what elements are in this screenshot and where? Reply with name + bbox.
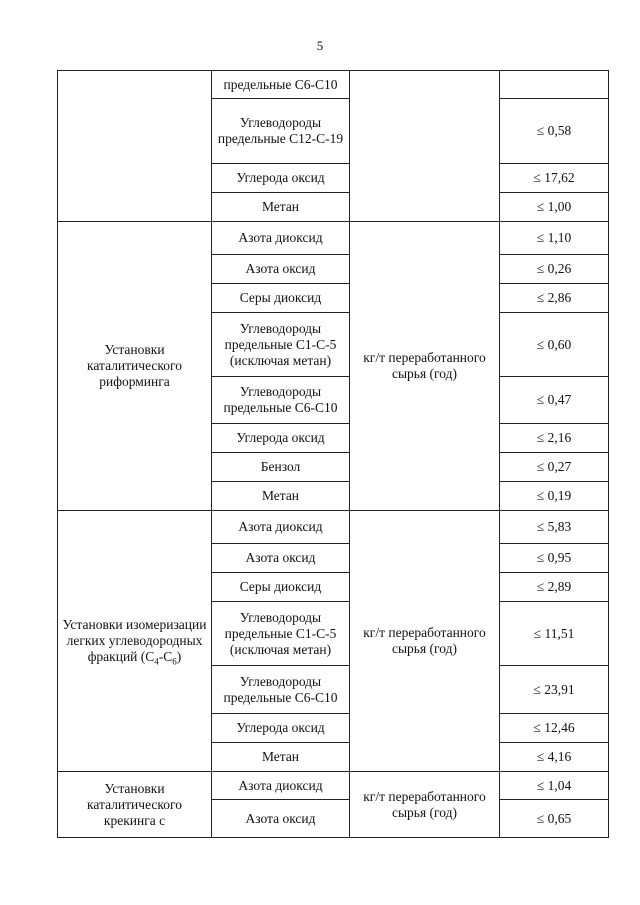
group-name-text: -С <box>158 649 173 664</box>
value-cell: ≤ 1,04 <box>500 772 609 800</box>
substance-cell: Углерода оксид <box>212 424 350 453</box>
subscript-6: 6 <box>172 656 177 667</box>
substance-cell: Метан <box>212 743 350 772</box>
substance-cell: Азота оксид <box>212 255 350 284</box>
group-name-cracking: Установки каталитического крекинга с <box>58 772 212 838</box>
substance-cell: Метан <box>212 193 350 222</box>
value-cell: ≤ 1,00 <box>500 193 609 222</box>
value-cell: ≤ 2,16 <box>500 424 609 453</box>
substance-cell: Углерода оксид <box>212 714 350 743</box>
value-cell: ≤ 12,46 <box>500 714 609 743</box>
group-name-text: ) <box>176 649 182 664</box>
value-cell: ≤ 0,60 <box>500 313 609 377</box>
table-row <box>58 222 609 255</box>
unit-cell-isomerization: кг/т переработанного сырья (год) <box>350 511 500 772</box>
substance-cell: Углеводороды предельные С6-С10 <box>212 666 350 714</box>
substance-cell: Азота диоксид <box>212 772 350 800</box>
value-cell: ≤ 0,19 <box>500 482 609 511</box>
table-row <box>58 511 609 544</box>
value-cell: ≤ 0,58 <box>500 99 609 164</box>
unit-cell-reforming: кг/т переработанного сырья (год) <box>350 222 500 511</box>
value-cell: ≤ 0,26 <box>500 255 609 284</box>
value-cell: ≤ 11,51 <box>500 602 609 666</box>
value-cell: ≤ 23,91 <box>500 666 609 714</box>
substance-cell: Азота оксид <box>212 800 350 838</box>
substance-cell: Азота диоксид <box>212 222 350 255</box>
value-cell: ≤ 0,65 <box>500 800 609 838</box>
page-number: 5 <box>316 38 324 53</box>
value-cell: ≤ 0,95 <box>500 544 609 573</box>
value-cell: ≤ 5,83 <box>500 511 609 544</box>
substance-cell: Метан <box>212 482 350 511</box>
unit-cell-continued <box>350 71 500 222</box>
emissions-table <box>57 70 609 838</box>
table-row <box>58 71 609 99</box>
unit-cell-cracking: кг/т переработанного сырья (год) <box>350 772 500 838</box>
substance-cell: Углерода оксид <box>212 164 350 193</box>
value-cell: ≤ 1,10 <box>500 222 609 255</box>
substance-cell: Азота диоксид <box>212 511 350 544</box>
value-cell: ≤ 0,47 <box>500 377 609 424</box>
value-cell: ≤ 17,62 <box>500 164 609 193</box>
value-cell <box>500 71 609 99</box>
substance-cell: Углеводороды предельные С12-С-19 <box>212 99 350 164</box>
value-cell: ≤ 2,86 <box>500 284 609 313</box>
value-cell: ≤ 2,89 <box>500 573 609 602</box>
substance-cell: Азота оксид <box>212 544 350 573</box>
substance-cell: Углеводороды предельные С1-С-5 (исключая метан) <box>212 313 350 377</box>
group-name-isomerization <box>58 511 212 772</box>
value-cell: ≤ 0,27 <box>500 453 609 482</box>
substance-cell: Серы диоксид <box>212 284 350 313</box>
substance-cell: предельные С6-С10 <box>212 71 350 99</box>
subscript-4: 4 <box>154 656 159 667</box>
group-name-reforming: Установки каталитического риформинга <box>58 222 212 511</box>
value-cell: ≤ 4,16 <box>500 743 609 772</box>
substance-cell: Углеводороды предельные С1-С-5 (исключая метан) <box>212 602 350 666</box>
substance-cell: Бензол <box>212 453 350 482</box>
group-cell-continued <box>58 71 212 222</box>
substance-cell: Серы диоксид <box>212 573 350 602</box>
group-name-text: Установки изомеризации легких углеводородных фракций (С <box>62 617 207 664</box>
table-row <box>58 772 609 800</box>
substance-cell: Углеводороды предельные С6-С10 <box>212 377 350 424</box>
